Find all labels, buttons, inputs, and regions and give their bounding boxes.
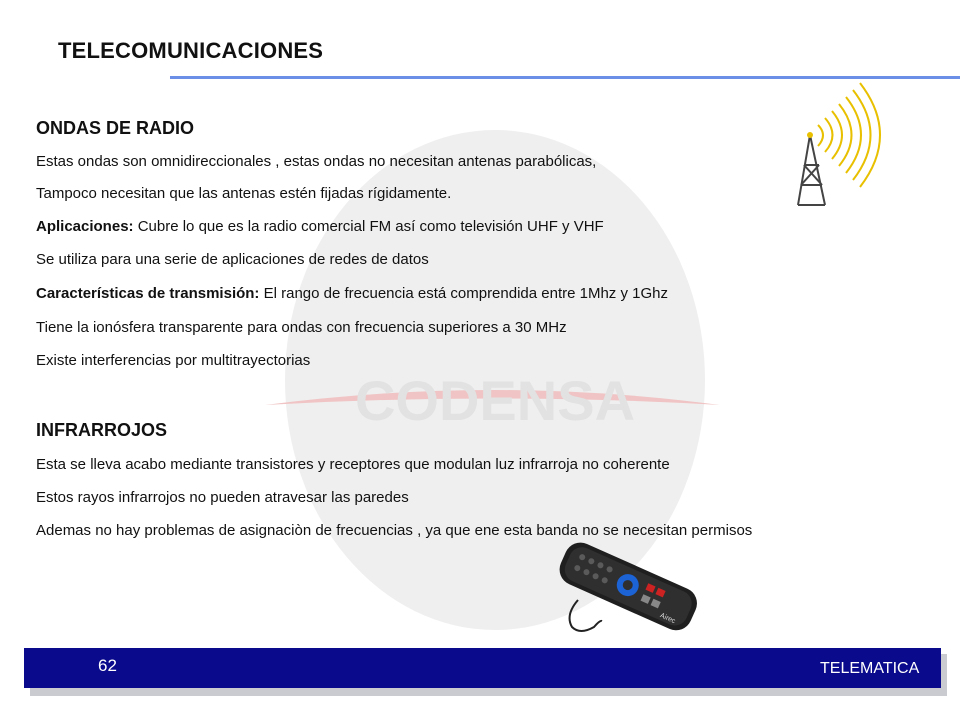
radio-line-3 [36, 218, 604, 235]
remote-brand: Airec [658, 612, 677, 626]
radio-line-5 [36, 285, 668, 302]
footer-bar [24, 648, 941, 688]
remote-control-icon [530, 535, 700, 650]
radio-line-1: Estas ondas son omnidireccionales , estas ondas no necesitan antenas parabólicas, [36, 153, 597, 170]
infrared-line-1: Esta se lleva acabo mediante transistores y receptores que modulan luz infrarroja no coherente [36, 456, 670, 473]
watermark-text: CODENSA [354, 369, 636, 432]
radio-line-4: Se utiliza para una serie de aplicaciones de redes de datos [36, 251, 429, 268]
radio-tower-icon [770, 80, 940, 210]
radio-line-7: Existe interferencias por multitrayectorias [36, 352, 311, 369]
infrared-heading: INFRARROJOS [36, 420, 168, 440]
applications-label: Aplicaciones: [36, 218, 134, 235]
title-underline [170, 76, 960, 79]
footer-label: TELEMATICA [820, 660, 920, 677]
characteristics-text: El rango de frecuencia está comprendida entre 1Mhz y 1Ghz [259, 285, 668, 302]
characteristics-label: Características de transmisión: [36, 285, 260, 302]
radio-line-6: Tiene la ionósfera transparente para ondas con frecuencia superiores a 30 MHz [36, 319, 567, 336]
radio-line-2: Tampoco necesitan que las antenas estén fijadas rígidamente. [36, 185, 452, 202]
applications-text: Cubre lo que es la radio comercial FM así como televisión UHF y VHF [133, 218, 604, 235]
infrared-line-3: Ademas no hay problemas de asignaciòn de frecuencias , ya que ene esta banda no se necesitan permisos [36, 522, 753, 539]
page-number: 62 [98, 656, 117, 675]
infrared-line-2: Estos rayos infrarrojos no pueden atravesar las paredes [36, 489, 409, 506]
radio-heading: ONDAS DE RADIO [36, 118, 195, 138]
slide-title: TELECOMUNICACIONES [58, 38, 324, 63]
